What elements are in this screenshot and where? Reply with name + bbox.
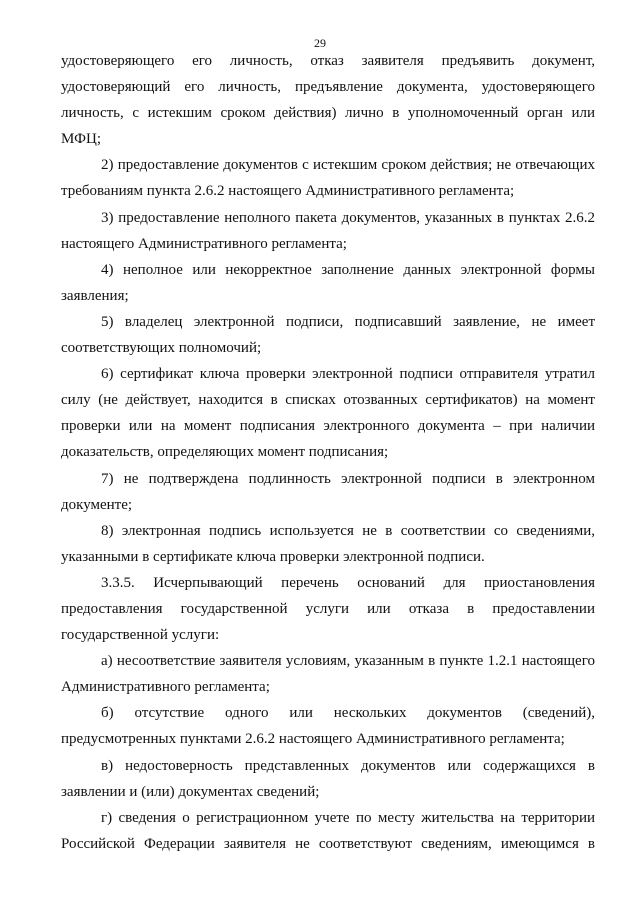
paragraph-item-8: 8) электронная подпись используется не в соответствии со сведениями, указанными в сертификате ключа проверки электронной подписи. bbox=[61, 522, 595, 565]
paragraph-item-3: 3) предоставление неполного пакета документов, указанных в пунктах 2.6.2 настоящего Административного регламента; bbox=[61, 209, 595, 252]
document-body bbox=[61, 48, 595, 857]
paragraph-item-4: 4) неполное или некорректное заполнение данных электронной формы заявления; bbox=[61, 261, 595, 304]
paragraph-item-7: 7) не подтверждена подлинность электронной подписи в электронном документе; bbox=[61, 470, 595, 513]
paragraph-item-g: г) сведения о регистрационном учете по месту жительства на территории Российской Федерации заявителя не соответствуют сведениям, имеющимся в bbox=[61, 809, 595, 852]
paragraph-item-b: б) отсутствие одного или нескольких документов (сведений), предусмотренных пунктами 2.6.2 настоящего Административного регламента; bbox=[61, 705, 595, 748]
section-3-3-5-heading: 3.3.5. Исчерпывающий перечень оснований для приостановления предоставления государственной услуги или отказа в предоставлении государственной услуги: bbox=[61, 574, 595, 644]
paragraph-item-6: 6) сертификат ключа проверки электронной подписи отправителя утратил силу (не действует, находится в списках отозванных сертификатов) на момент проверки или на момент подписания электронного документа – при наличии доказательств, определяющих момент подписания; bbox=[61, 366, 595, 461]
paragraph-item-v: в) недостоверность представленных документов или содержащихся в заявлении и (или) документах сведений; bbox=[61, 757, 595, 800]
paragraph-item-5: 5) владелец электронной подписи, подписавший заявление, не имеет соответствующих полномочий; bbox=[61, 313, 595, 357]
page-number: 29 bbox=[314, 36, 326, 50]
paragraph-continuation: удостоверяющего его личность, отказ заявителя предъявить документ, удостоверяющий его личность, предъявление документа, удостоверяющего личность, с истекшим сроком действия) лично в уполномоченный орган или МФЦ; bbox=[61, 53, 595, 148]
paragraph-item-a: а) несоответствие заявителя условиям, указанным в пункте 1.2.1 настоящего Административного регламента; bbox=[61, 653, 595, 696]
paragraph-item-2: 2) предоставление документов с истекшим сроком действия; не отвечающих требованиям пункта 2.6.2 настоящего Административного регламента; bbox=[61, 157, 595, 200]
